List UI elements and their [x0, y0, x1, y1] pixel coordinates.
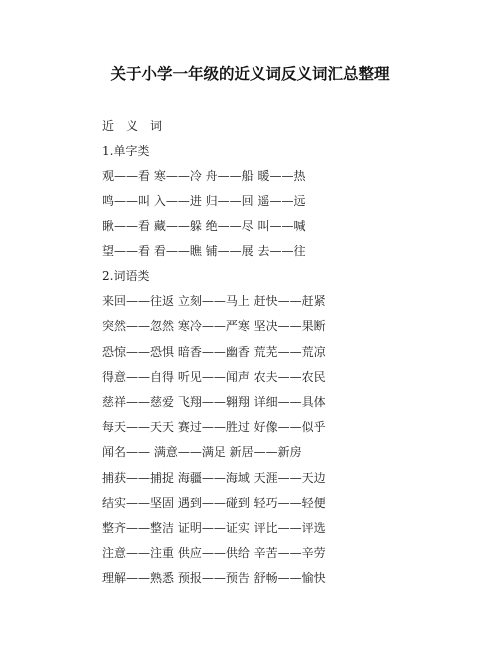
- part2-row: 恐惊——恐惧 暗香——幽香 荒芜——荒凉: [102, 345, 326, 359]
- part1-row: 鸣——叫 入——进 归——回 遥——远: [102, 194, 306, 208]
- part2-row: 突然——忽然 寒冷——严寒 坚决——果断: [102, 319, 326, 333]
- part1-row: 瞅——看 藏——躲 绝——尽 叫——喊: [102, 219, 306, 233]
- part2-row: 捕获——捕捉 海疆——海域 天涯——天边: [102, 471, 326, 485]
- section-heading: 近 义 词: [102, 119, 163, 133]
- part2-row: 结实——坚固 遇到——碰到 轻巧——轻便: [102, 496, 326, 510]
- part2-row: 注意——注重 供应——供给 辛苦——辛劳: [102, 546, 326, 560]
- part2-row: 每天——天天 赛过——胜过 好像——似乎: [102, 420, 326, 434]
- part2-row: 得意——自得 听见——闻声 农夫——农民: [102, 370, 326, 384]
- document-title: 关于小学一年级的近义词反义词汇总整理: [110, 65, 390, 83]
- part1-row: 观——看 寒——冷 舟——船 暖——热: [102, 169, 306, 183]
- part2-row: 理解——熟悉 预报——预告 舒畅——愉快: [102, 571, 326, 585]
- part2-heading: 2.词语类: [102, 269, 150, 283]
- part2-row: 来回——往返 立刻——马上 赶快——赶紧: [102, 294, 326, 308]
- part2-row: 整齐——整洁 证明——证实 评比——评选: [102, 521, 326, 535]
- part1-row: 望——看 看——瞧 铺——展 去——往: [102, 244, 306, 258]
- part2-row: 慈祥——慈爱 飞翔——翱翔 详细——具体: [102, 395, 326, 409]
- part1-heading: 1.单字类: [102, 144, 150, 158]
- part2-row: 闻名—— 满意——满足 新居——新房: [102, 445, 302, 459]
